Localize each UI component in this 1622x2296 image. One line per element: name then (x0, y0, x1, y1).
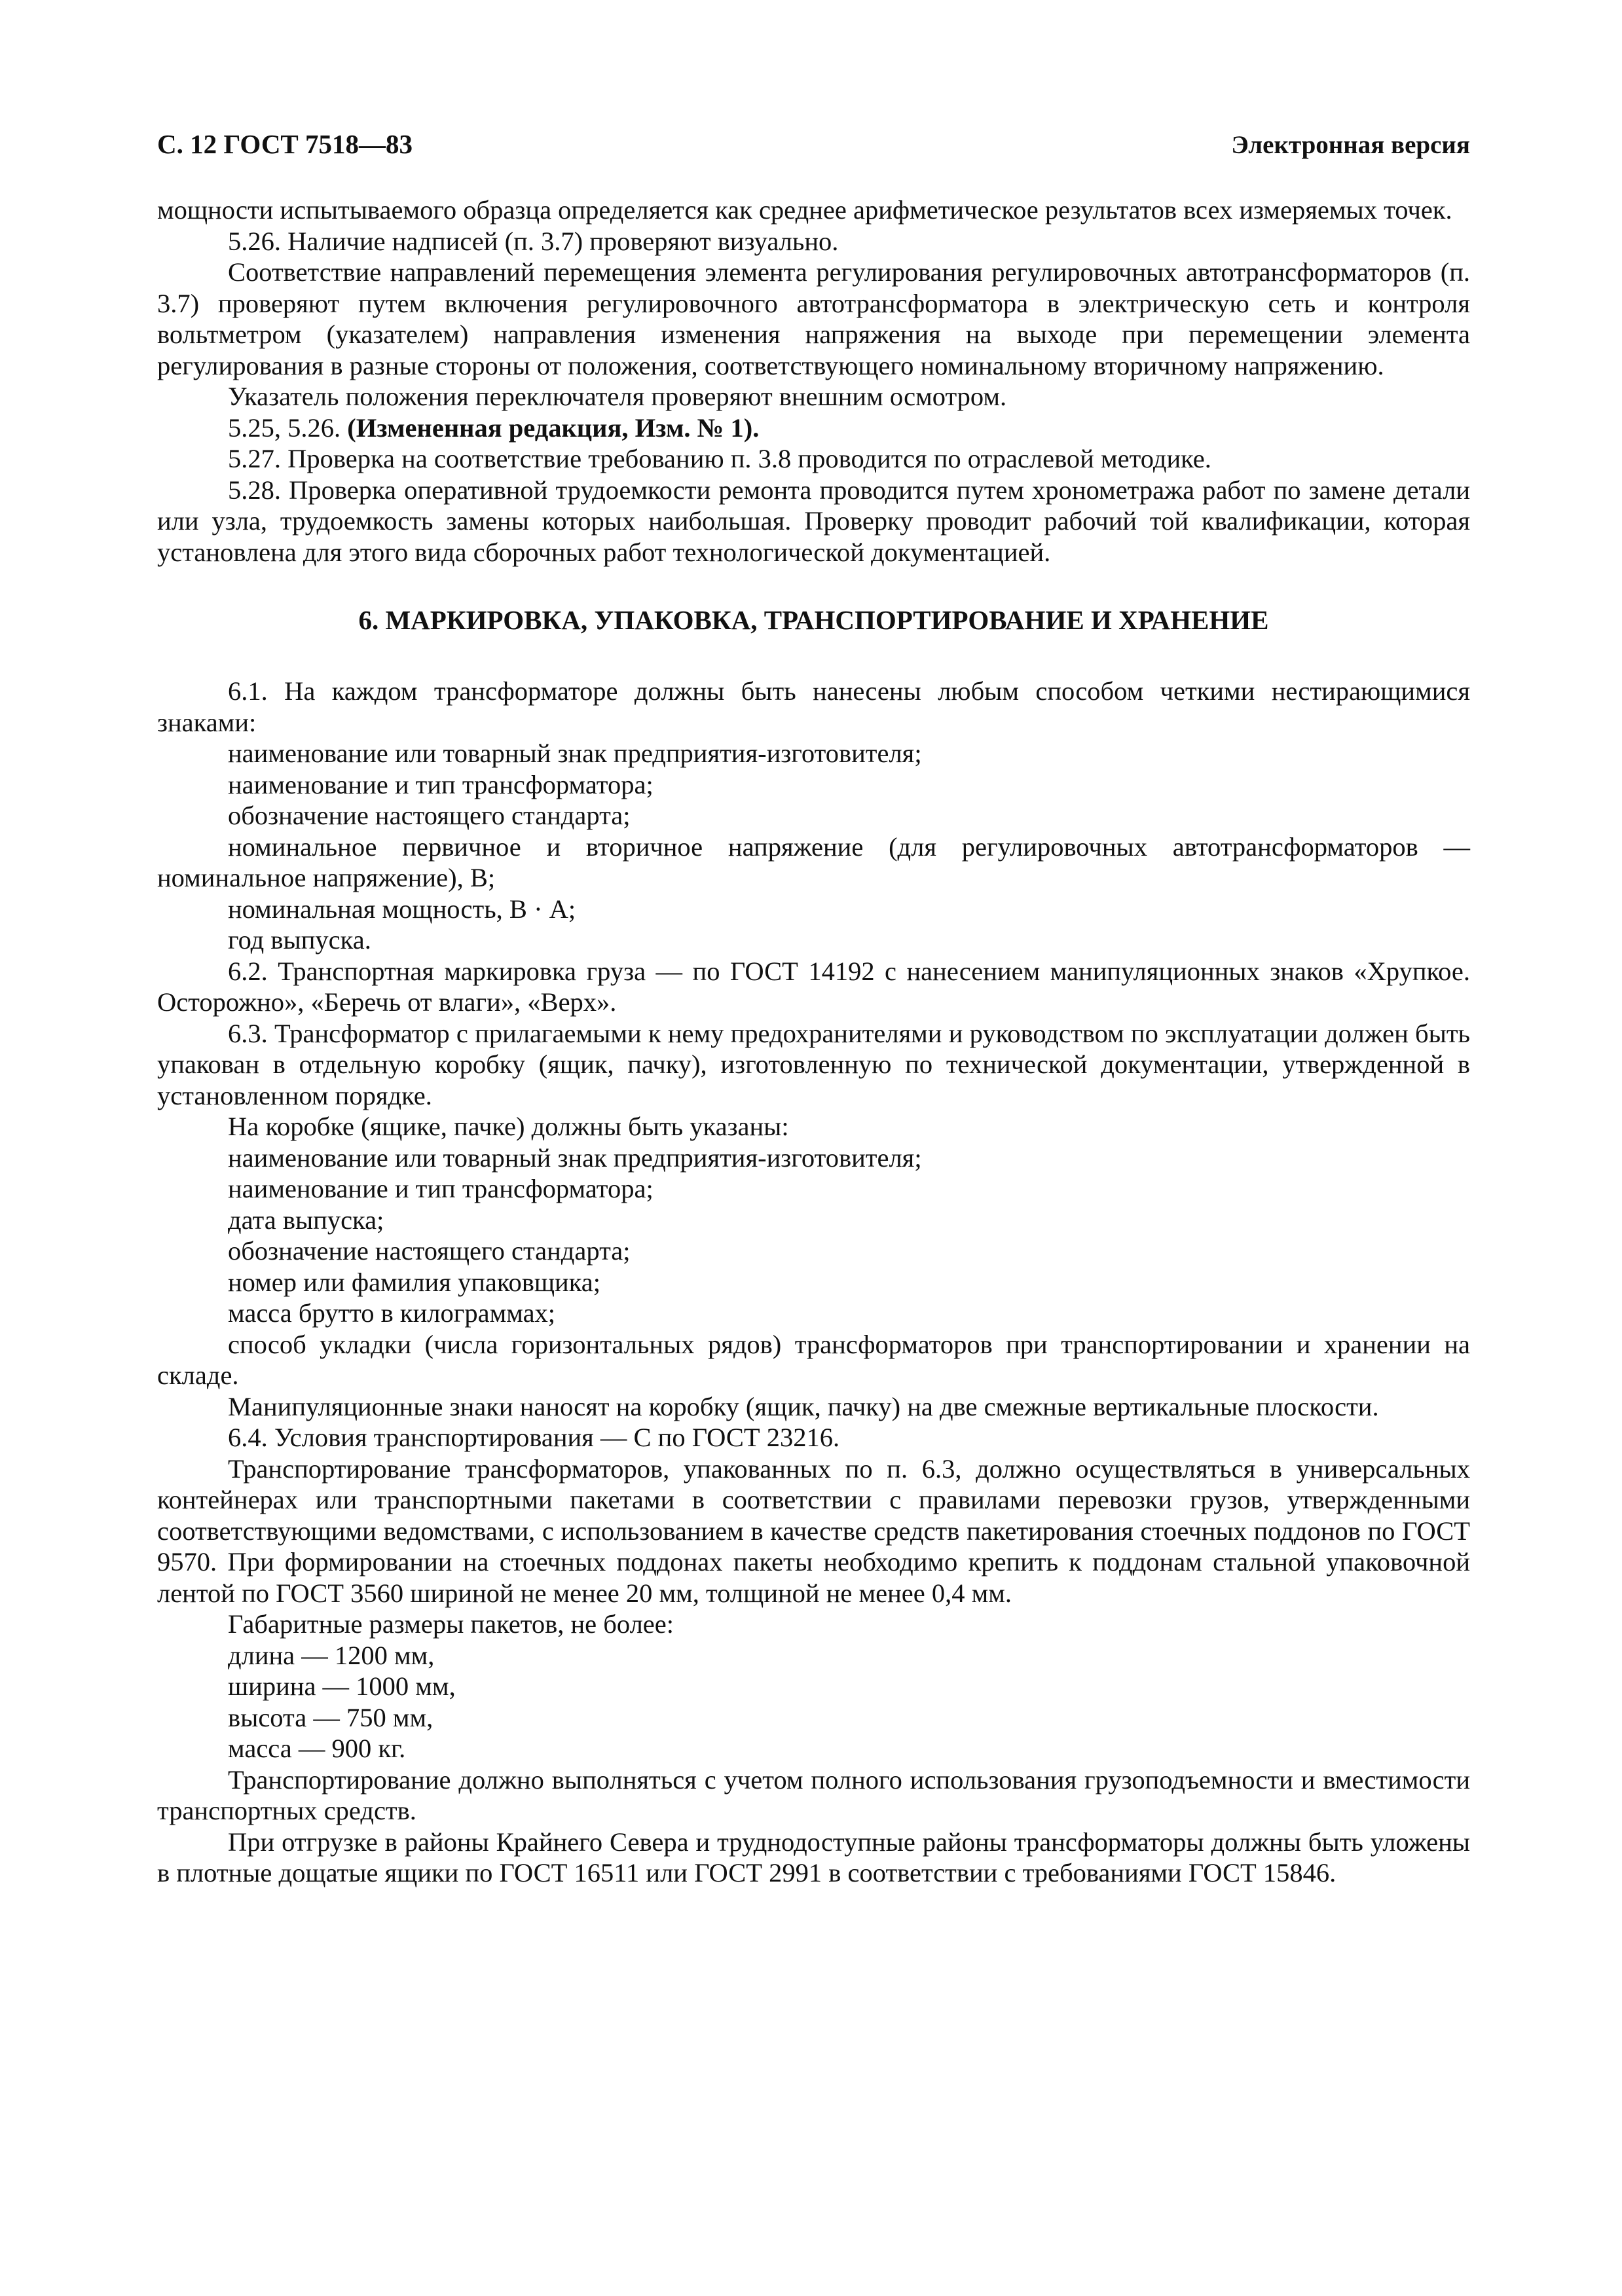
paragraph-continuation: мощности испытываемого образца определяется как среднее арифметическое результатов всех измеряемых точек. (157, 195, 1452, 225)
revision-clause-numbers: 5.25, 5.26. (228, 412, 341, 443)
header-page-reference: С. 12 ГОСТ 7518—83 (157, 129, 413, 159)
paragraph-6-2: 6.2. Транспортная маркировка груза — по ГОСТ 14192 с нанесением манипуляционных знаков «Хрупкое. Осторожно», «Беречь от влаги», «Верх». (157, 956, 1470, 1017)
paragraph-far-north: При отгрузке в районы Крайнего Севера и труднодоступные районы трансформаторы должны быть уложены в плотные дощатые ящики по ГОСТ 16511 или ГОСТ 2991 в соответствии с требованиями ГОСТ 15846. (157, 1827, 1470, 1887)
paragraph-package-dimensions: Габаритные размеры пакетов, не более: (228, 1609, 674, 1639)
paragraph-5-28: 5.28. Проверка оперативной трудоемкости ремонта проводится путем хронометража работ по замене детали или узла, трудоемкость замены которых наибольшая. Проверку проводит рабочий той квалификации, которая установлена для этого вида сборочных работ технологической документацией. (157, 475, 1470, 567)
paragraph-switch-indicator: Указатель положения переключателя проверяют внешним осмотром. (228, 382, 1007, 411)
paragraph-revision-note (157, 412, 1470, 444)
paragraph-transportation: Транспортирование трансформаторов, упакованных по п. 6.3, должно осуществляться в универсальных контейнерах или транспортными пакетами в соответствии с правилами перевозки грузов, утвержденными соответствующими ведомствами, с использованием в качестве средств пакетирования стоечных поддонов по ГОСТ 9570. При формировании на стоечных поддонах пакеты необходимо крепить к поддонам стальной упаковочной лентой по ГОСТ 3560 шириной не менее 20 мм, толщиной не менее 0,4 мм. (157, 1453, 1470, 1608)
list-item: номинальная мощность, В · А; (228, 894, 576, 924)
paragraph-6-3: 6.3. Трансформатор с прилагаемыми к нему предохранителями и руководством по эксплуатации должен быть упакован в отдельную коробку (ящик, пачку), изготовленную по технической документации, утвержденной в установленном порядке. (157, 1018, 1470, 1110)
list-item: номер или фамилия упаковщика; (228, 1267, 601, 1297)
paragraph-6-4: 6.4. Условия транспортирования — С по ГОСТ 23216. (228, 1423, 840, 1452)
list-item: масса брутто в килограммах; (228, 1298, 556, 1328)
list-item: масса — 900 кг. (228, 1734, 406, 1763)
list-item: наименование и тип трансформатора; (228, 769, 654, 799)
header-electronic-version: Электронная версия (1231, 131, 1470, 159)
revision-label: (Измененная редакция, Изм. № 1). (347, 412, 760, 443)
paragraph-5-26: 5.26. Наличие надписей (п. 3.7) проверяют визуально. (228, 226, 839, 256)
paragraph-stacking-method: способ укладки (числа горизонтальных рядов) трансформаторов при транспортировании и хранении на складе. (157, 1329, 1470, 1390)
page-header (157, 128, 1470, 162)
list-item: наименование или товарный знак предприятия-изготовителя; (228, 1142, 922, 1173)
list-item: наименование или товарный знак предприятия-изготовителя; (228, 738, 922, 768)
paragraph-handling-signs: Манипуляционные знаки наносят на коробку (ящик, пачку) на две смежные вертикальные плоскости. (228, 1391, 1379, 1421)
list-item: наименование и тип трансформатора; (228, 1174, 654, 1203)
paragraph-direction-check: Соответствие направлений перемещения элемента регулирования регулировочных автотрансформаторов (п. 3.7) проверяют путем включения регулировочного автотрансформатора в электрическую сеть и контроля вольтметром (указателем) направления изменения напряжения на выходе при перемещении элемента регулирования в разные стороны от положения, соответствующего номинальному вторичному напряжению. (157, 257, 1470, 380)
paragraph-capacity: Транспортирование должно выполняться с учетом полного использования грузоподъемности и вместимости транспортных средств. (157, 1764, 1470, 1825)
paragraph-rated-voltage: номинальное первичное и вторичное напряжение (для регулировочных автотрансформаторов — номинальное напряжение), В; (157, 831, 1470, 892)
paragraph-6-1: 6.1. На каждом трансформаторе должны быть нанесены любым способом четкими нестирающимися знаками: (157, 676, 1470, 737)
list-item: высота — 750 мм, (228, 1702, 433, 1732)
section-6-title: 6. МАРКИРОВКА, УПАКОВКА, ТРАНСПОРТИРОВАНИЕ И ХРАНЕНИЕ (358, 605, 1269, 635)
paragraph-5-27: 5.27. Проверка на соответствие требованию п. 3.8 проводится по отраслевой методике. (228, 444, 1211, 473)
list-item: год выпуска. (228, 925, 371, 955)
list-item: обозначение настоящего стандарта; (228, 801, 631, 830)
paragraph-box-labels: На коробке (ящике, пачке) должны быть указаны: (228, 1112, 789, 1141)
list-item: длина — 1200 мм, (228, 1640, 435, 1670)
document-page (157, 128, 1470, 1889)
list-item: обозначение настоящего стандарта; (228, 1236, 631, 1266)
list-item: ширина — 1000 мм, (228, 1671, 456, 1701)
list-item: дата выпуска; (228, 1205, 384, 1235)
